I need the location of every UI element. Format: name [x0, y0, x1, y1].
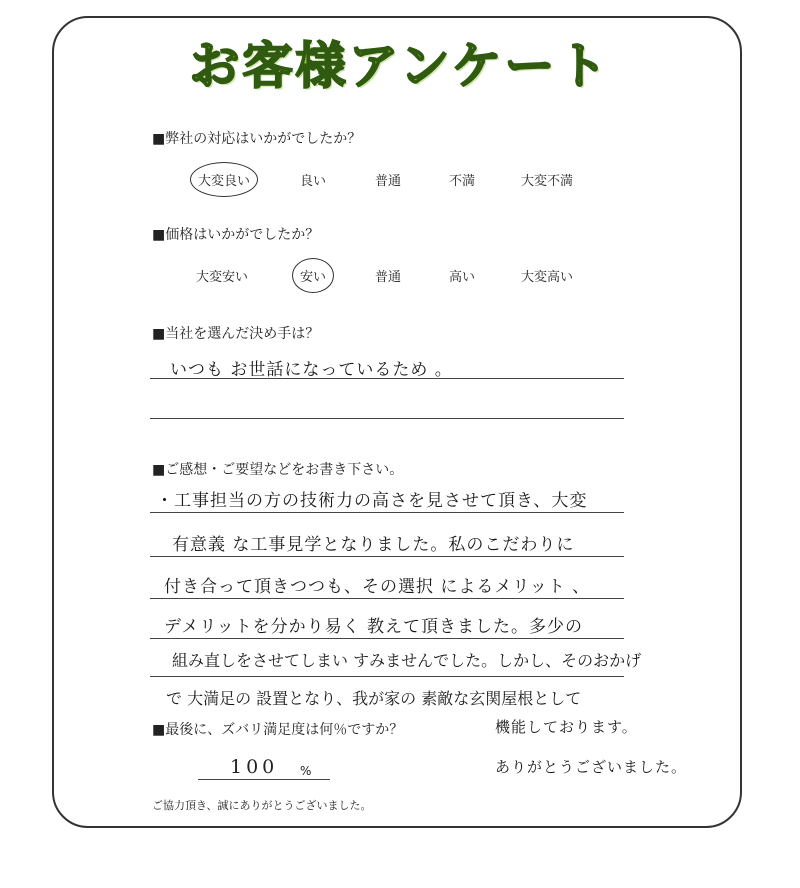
q1-option-dissatisfied[interactable]: 不満 — [449, 174, 476, 189]
comment-rule-2 — [150, 556, 624, 557]
comment-line-3: 付き合って頂きつつも、その選択 によるメリット 、 — [164, 577, 591, 597]
survey-title: お客様アンケート — [189, 37, 611, 95]
q1-option-good[interactable]: 良い — [300, 174, 327, 189]
q2-option-normal[interactable]: 普通 — [375, 270, 402, 285]
question-1-label: ■弊社の対応はいかがでしたか？ — [152, 131, 362, 147]
q2-option-expensive[interactable]: 高い — [449, 270, 476, 285]
comment-rule-1 — [150, 512, 624, 513]
comment-rule-4 — [150, 638, 624, 639]
question-3-label: ■当社を選んだ決め手は？ — [152, 326, 320, 342]
comment-line-8: ありがとうございました。 — [495, 758, 688, 776]
comment-rule-5 — [150, 676, 624, 677]
q1-option-normal[interactable]: 普通 — [375, 174, 402, 189]
q1-option-very-good[interactable]: 大変良い — [198, 170, 250, 189]
q3-answer-line-2 — [150, 418, 624, 419]
q3-answer: いつも お世話になっているため 。 — [170, 360, 453, 380]
comment-line-2: 有意義 な工事見学となりました。私のこだわりに — [172, 535, 575, 555]
satisfaction-value: 100 — [230, 756, 279, 778]
comment-line-1: ・工事担当の方の技術力の高さを見させて頂き、大変 — [156, 491, 588, 511]
comment-line-5: 組み直しをさせてしまい すみませんでした。しかし、そのおかげ — [172, 651, 642, 670]
question-2-label: ■価格はいかがでしたか？ — [152, 227, 320, 243]
comment-line-4: デメリットを分かり易く 教えて頂きました。多少の — [164, 617, 584, 637]
satisfaction-line — [198, 779, 330, 780]
q2-option-cheap[interactable]: 安い — [300, 266, 326, 285]
q2-option-very-expensive[interactable]: 大変高い — [521, 270, 574, 285]
comment-rule-3 — [150, 598, 624, 599]
comment-line-6: で 大満足の 設置となり、我が家の 素敵な玄関屋根として — [166, 689, 582, 708]
q1-option-very-dissatisfied[interactable]: 大変不満 — [521, 174, 574, 189]
q3-answer-line-1 — [150, 378, 624, 379]
question-4-label: ■ご感想・ご要望などをお書き下さい。 — [152, 462, 404, 478]
satisfaction-unit: % — [300, 764, 312, 778]
comment-line-7: 機能しております。 — [495, 718, 638, 736]
thank-you-footer: ご協力頂き、誠にありがとうございました。 — [152, 799, 372, 812]
q2-option-very-cheap[interactable]: 大変安い — [196, 270, 249, 285]
question-5-label: ■最後に、ズバリ満足度は何％ですか？ — [152, 722, 404, 738]
